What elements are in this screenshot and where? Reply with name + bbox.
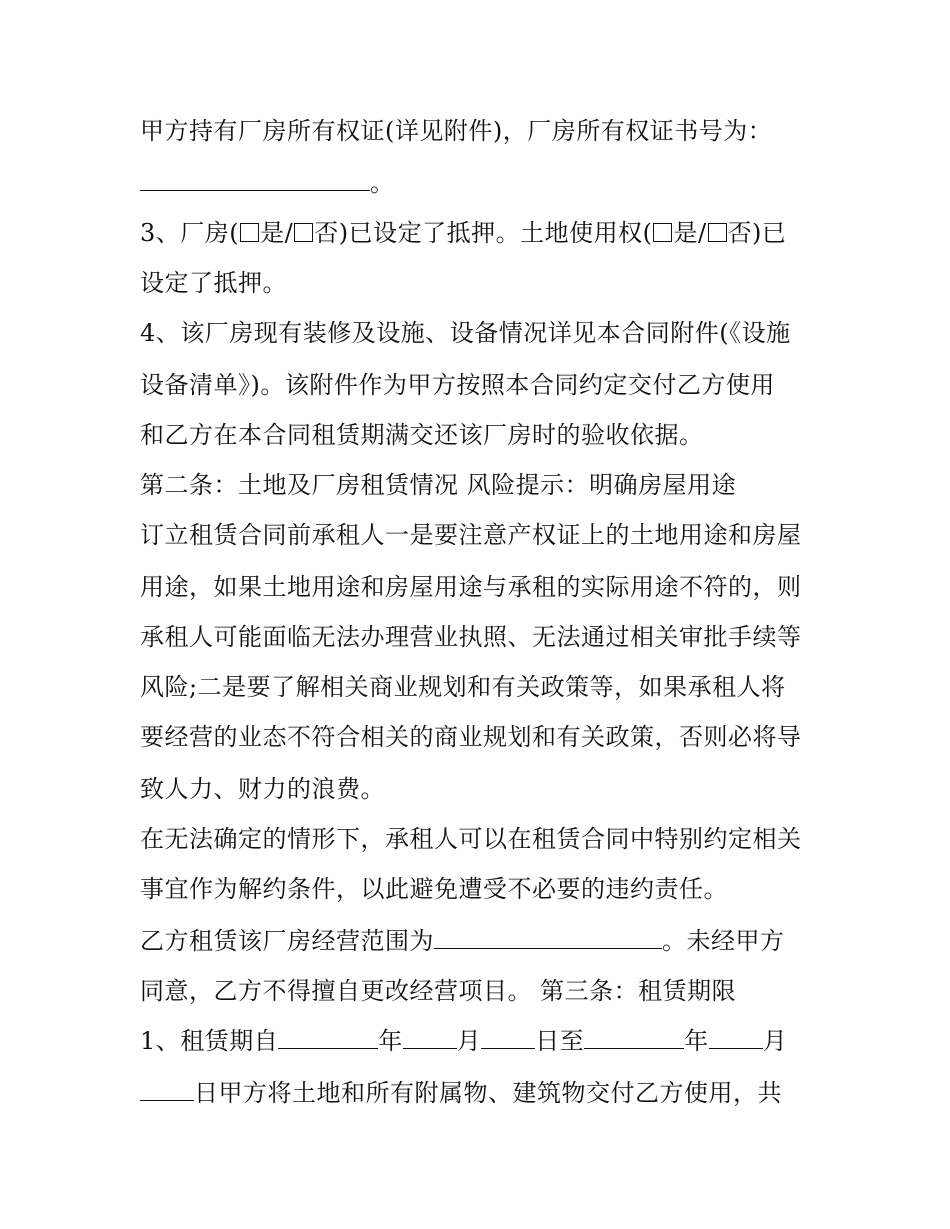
text-line: 风险;二是要了解相关商业规划和有关政策等，如果承租人将 [140, 673, 786, 701]
text-line: 承租人可能面临无法办理营业执照、无法通过相关审批手续等 [140, 623, 802, 651]
text-line: 订立租赁合同前承租人一是要注意产权证上的土地用途和房屋 [140, 521, 802, 549]
section-heading: 第二条：土地及厂房租赁情况 风险提示：明确房屋用途 [140, 471, 737, 499]
text-line: 。 [140, 168, 840, 198]
text-line: 设定了抵押。 [140, 269, 287, 297]
text-line: 甲方持有厂房所有权证(详见附件)，厂房所有权证书号为： [140, 117, 773, 145]
checkbox-icon [708, 223, 727, 242]
text-line: 日甲方将土地和所有附属物、建筑物交付乙方使用，共 [140, 1078, 840, 1108]
fill-blank [709, 1026, 763, 1049]
text-line: 乙方租赁该厂房经营范围为 。未经甲方 [140, 927, 785, 955]
checkbox-icon [240, 223, 259, 242]
text-line: 事宜作为解约条件，以此避免遭受不必要的违约责任。 [140, 875, 728, 903]
text-line: 在无法确定的情形下，承租人可以在租赁合同中特别约定相关 [140, 825, 802, 853]
fill-blank [140, 168, 370, 191]
text-line: 1、租赁期自 年 月 日至 年 月 [140, 1027, 788, 1055]
text-line: 3、厂房( 是/ 否)已设定了抵押。土地使用权( 是/ 否)已 [140, 219, 787, 247]
text-line: 设备清单》)。该附件作为甲方按照本合同约定交付乙方使用 [140, 371, 775, 399]
checkbox-icon [653, 223, 672, 242]
fill-blank [278, 1026, 378, 1049]
text-line: 和乙方在本合同租赁期满交还该厂房时的验收依据。 [140, 421, 704, 449]
text-line: 同意，乙方不得擅自更改经营项目。 第三条：租赁期限 [140, 977, 737, 1005]
checkbox-icon [294, 223, 313, 242]
text-line: 要经营的业态不符合相关的商业规划和有关政策，否则必将导 [140, 723, 802, 751]
fill-blank [403, 1026, 457, 1049]
fill-blank [584, 1026, 684, 1049]
fill-blank [434, 926, 662, 949]
text-line: 用途，如果土地用途和房屋用途与承租的实际用途不符的，则 [140, 573, 802, 601]
text-line: 致人力、财力的浪费。 [140, 775, 385, 803]
fill-blank [481, 1026, 535, 1049]
fill-blank [140, 1078, 194, 1101]
text-line: 4、该厂房现有装修及设施、设备情况详见本合同附件(《设施 [140, 319, 791, 347]
